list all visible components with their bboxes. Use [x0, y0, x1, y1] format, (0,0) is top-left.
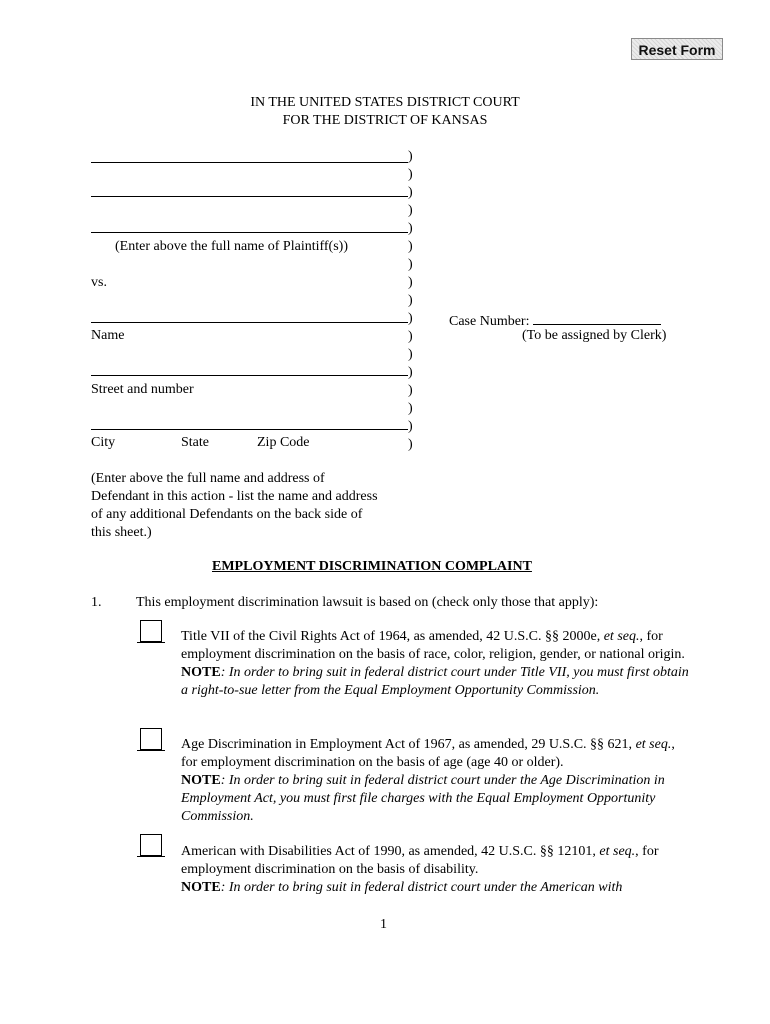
defendant-zip-label: Zip Code: [257, 435, 310, 450]
caption-paren: ): [408, 257, 413, 272]
defendant-instruction-line: of any additional Defendants on the back side of: [91, 507, 363, 522]
caption-paren: ): [408, 239, 413, 254]
plaintiff-line-3[interactable]: [91, 232, 408, 233]
case-number-note: (To be assigned by Clerk): [522, 328, 667, 343]
age-discrimination-option: [181, 736, 691, 826]
defendant-instruction-line: this sheet.): [91, 525, 152, 540]
caption-paren: ): [408, 401, 413, 416]
note-label: NOTE: [181, 880, 221, 895]
option-text: American with Disabilities Act of 1990, as amended, 42 U.S.C. §§ 12101,: [181, 844, 600, 859]
defendant-state-label: State: [181, 435, 209, 450]
court-name-line1: IN THE UNITED STATES DISTRICT COURT: [250, 95, 520, 110]
option-text: Age Discrimination in Employment Act of 1967, as amended, 29 U.S.C. §§ 621,: [181, 737, 636, 752]
age-discrimination-checkbox[interactable]: [140, 728, 162, 750]
versus-label: vs.: [91, 275, 107, 290]
item-1-number: 1.: [91, 595, 102, 610]
et-seq: et seq.: [635, 737, 672, 752]
caption-paren: ): [408, 221, 413, 236]
ada-checkbox[interactable]: [140, 834, 162, 856]
caption-paren: ): [408, 185, 413, 200]
title-vii-checkbox[interactable]: [140, 620, 162, 642]
defendant-instruction-line: Defendant in this action - list the name and address: [91, 489, 378, 504]
case-number-field[interactable]: [533, 310, 661, 325]
note-text: : In order to bring suit in federal district court under the Age Discrimination in Employment Act, you must first file charges with the Equal Employment Opportunity Commission.: [181, 773, 665, 824]
defendant-instruction-line: (Enter above the full name and address of: [91, 471, 325, 486]
caption-paren: ): [408, 329, 413, 344]
note-text: : In order to bring suit in federal district court under the American with: [220, 880, 623, 895]
defendant-name-line[interactable]: [91, 322, 408, 323]
defendant-street-line[interactable]: [91, 375, 408, 376]
note-text: : In order to bring suit in federal district court under Title VII, you must first obtain a right-to-sue letter from the Equal Employment Opportunity Commission.: [181, 665, 689, 698]
caption-paren: ): [408, 167, 413, 182]
item-1-text: This employment discrimination lawsuit is based on (check only those that apply):: [136, 595, 599, 610]
caption-paren: ): [408, 419, 413, 434]
option-text: , for employment discrimination on the basis of race, color, religion, gender, or national origin.: [181, 629, 685, 662]
plaintiff-instruction: (Enter above the full name of Plaintiff(s)): [115, 239, 348, 254]
caption-paren: ): [408, 311, 413, 326]
checkbox-underline: [137, 642, 165, 643]
caption-paren: ): [408, 437, 413, 452]
defendant-name-label: Name: [91, 328, 125, 343]
complaint-title: EMPLOYMENT DISCRIMINATION COMPLAINT: [212, 559, 532, 574]
court-name-line2: FOR THE DISTRICT OF KANSAS: [282, 113, 488, 128]
note-label: NOTE: [181, 665, 221, 680]
ada-option: [181, 843, 691, 897]
plaintiff-line-1[interactable]: [91, 162, 408, 163]
caption-paren: ): [408, 149, 413, 164]
checkbox-underline: [137, 750, 165, 751]
caption-paren: ): [408, 365, 413, 380]
caption-paren: ): [408, 347, 413, 362]
option-text: , for employment discrimination on the basis of disability.: [181, 844, 659, 877]
caption-paren: ): [408, 275, 413, 290]
reset-form-button[interactable]: Reset Form: [631, 38, 723, 60]
caption-paren: ): [408, 203, 413, 218]
page-number: 1: [380, 917, 387, 932]
defendant-city-label: City: [91, 435, 116, 450]
et-seq: et seq.: [599, 844, 636, 859]
case-number-label: Case Number:: [449, 314, 530, 329]
caption-paren: ): [408, 293, 413, 308]
option-text: Title VII of the Civil Rights Act of 1964, as amended, 42 U.S.C. §§ 2000e,: [181, 629, 604, 644]
option-text: , for employment discrimination on the basis of age (age 40 or older).: [181, 737, 675, 770]
checkbox-underline: [137, 856, 165, 857]
et-seq: et seq.: [603, 629, 640, 644]
defendant-street-label: Street and number: [91, 382, 194, 397]
note-label: NOTE: [181, 773, 221, 788]
caption-paren: ): [408, 383, 413, 398]
defendant-city-line[interactable]: [91, 429, 408, 430]
title-vii-option: [181, 628, 691, 700]
plaintiff-line-2[interactable]: [91, 196, 408, 197]
